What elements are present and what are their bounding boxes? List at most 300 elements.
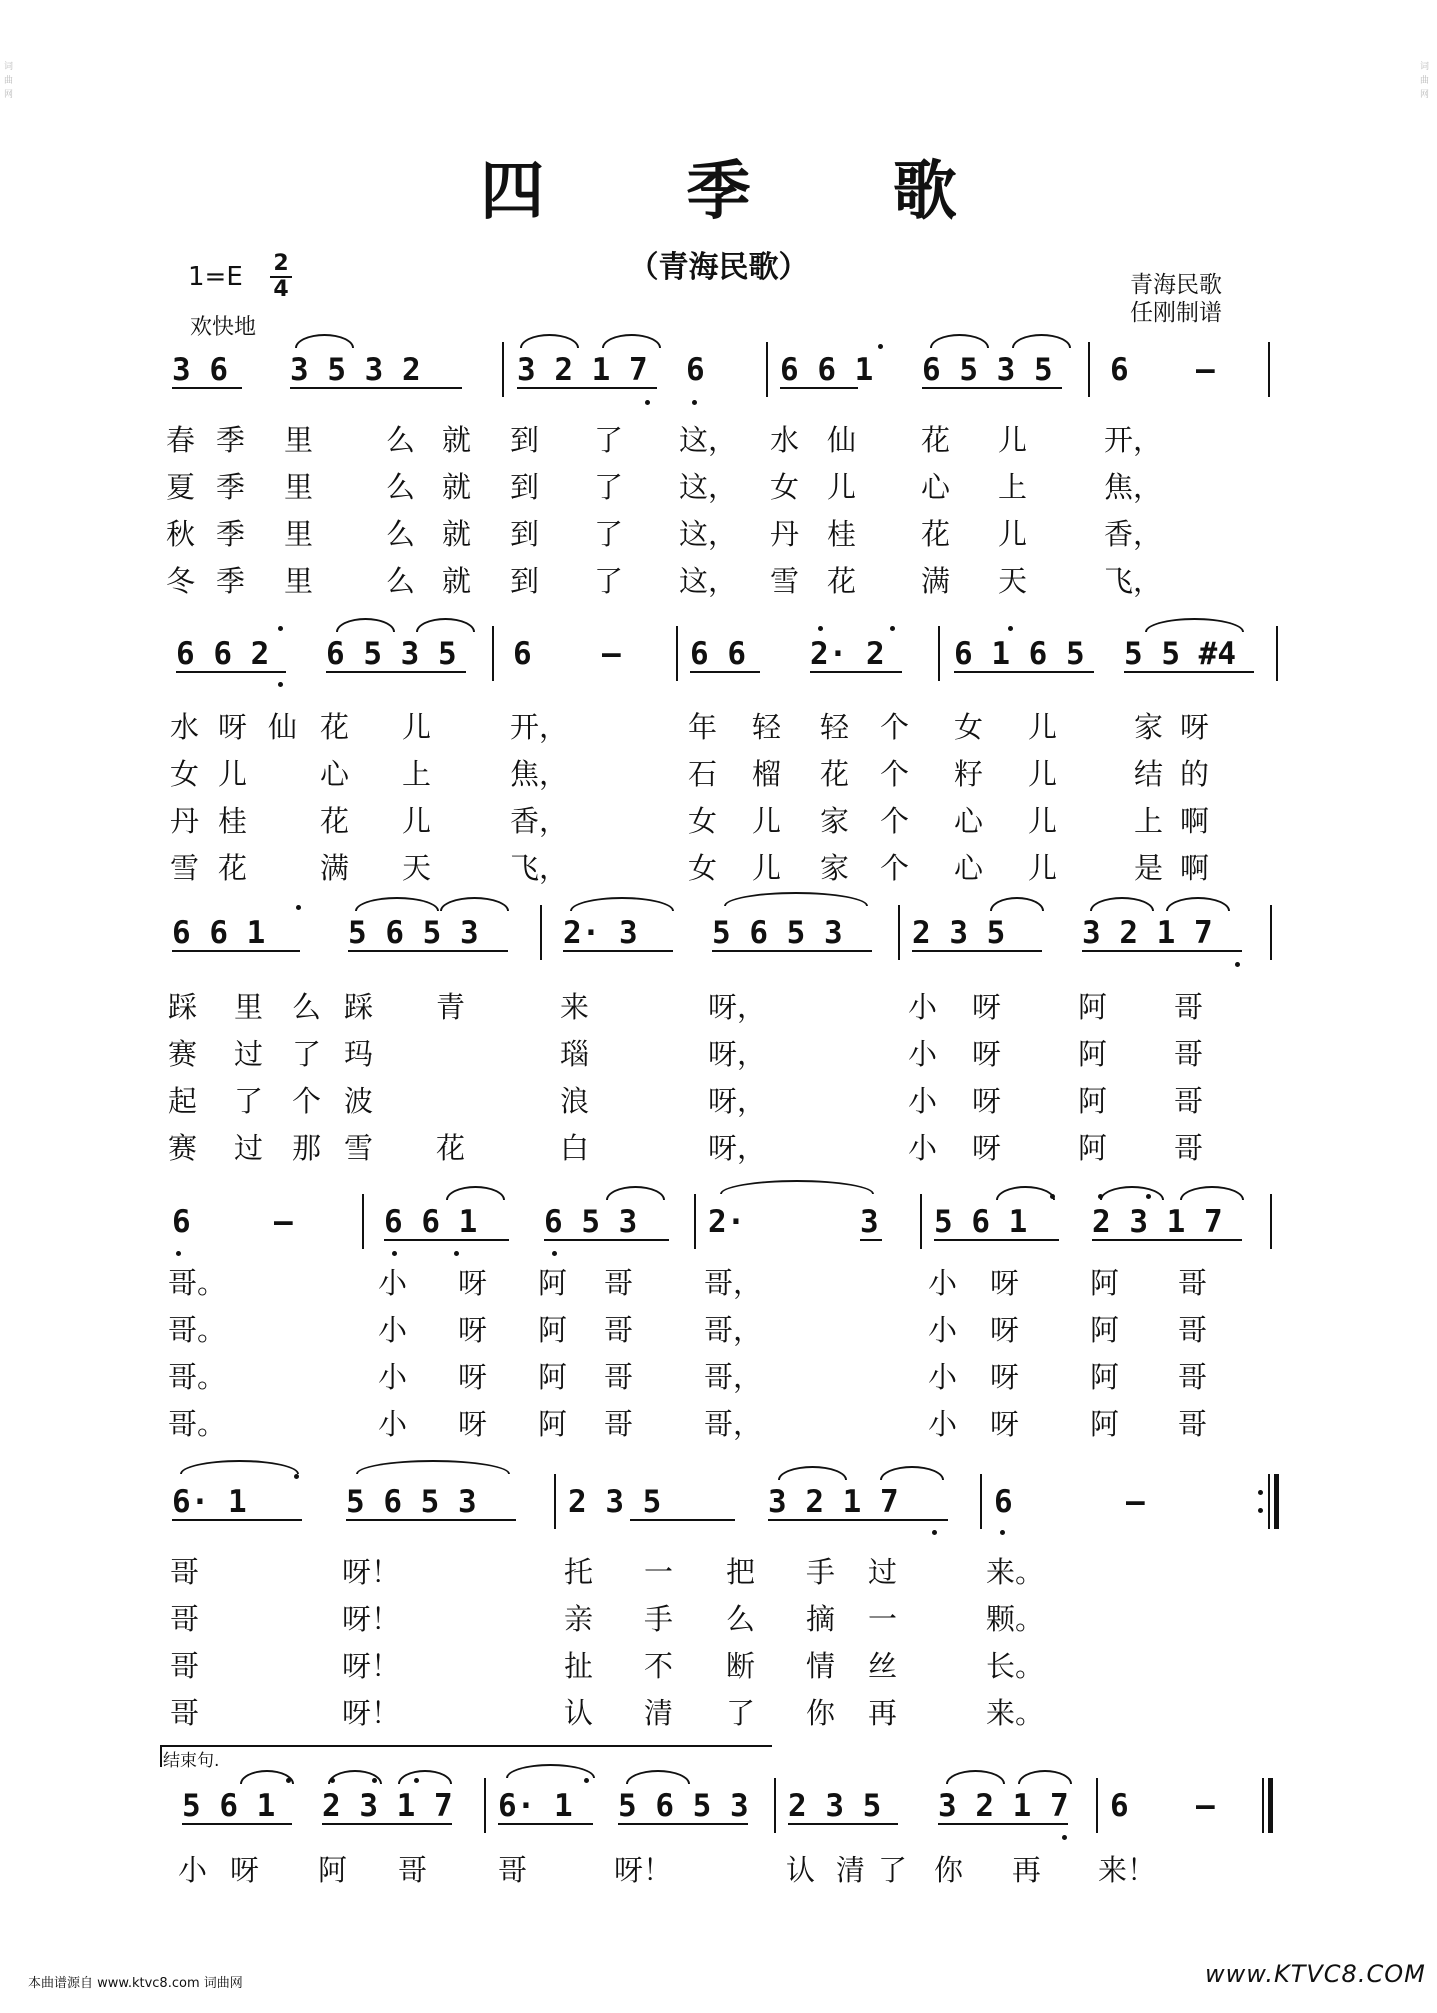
octave-dot [1098, 1194, 1103, 1199]
note-group: – [602, 636, 621, 672]
lyric-syllable: 心 [921, 470, 951, 504]
lyric-syllable: 哥， [704, 1313, 763, 1347]
lyric-syllable: 呀， [708, 1084, 767, 1118]
lyric-syllable: 开， [1104, 423, 1163, 457]
lyric-syllable: 儿 [1028, 757, 1058, 791]
lyric-syllable: 春 [166, 423, 196, 457]
slur [1012, 334, 1071, 348]
repeat-dot [1258, 1508, 1263, 1513]
slur [1166, 897, 1230, 911]
lyric-syllable: 么 [386, 564, 416, 598]
lyric-syllable: 儿 [827, 470, 857, 504]
octave-dot [1062, 1835, 1067, 1840]
slur [440, 897, 509, 911]
octave-dot [176, 1251, 181, 1256]
octave-dot [392, 1251, 397, 1256]
lyric-syllable: 儿 [998, 517, 1028, 551]
lyric-syllable: 阿 [538, 1407, 568, 1441]
note-group: 6 6 2 [176, 636, 270, 672]
lyric-syllable: 么 [292, 990, 322, 1024]
lyric-syllable: 呀 [1180, 710, 1210, 744]
note-group: 5 6 5 3 [712, 915, 843, 951]
lyric-syllable: 小 [378, 1313, 408, 1347]
lyric-syllable: 呀 [458, 1407, 488, 1441]
octave-dot [1235, 962, 1240, 967]
beam [176, 671, 286, 673]
lyric-syllable: 扯 [564, 1649, 594, 1683]
lyric-syllable: 花 [827, 564, 857, 598]
lyric-syllable: 家 [1134, 710, 1164, 744]
slur [446, 1186, 505, 1200]
lyric-syllable: 阿 [538, 1313, 568, 1347]
bar-line [492, 626, 494, 681]
lyric-syllable: 赛 [168, 1037, 198, 1071]
lyric-syllable: 就 [442, 517, 472, 551]
lyric-syllable: 花 [921, 517, 951, 551]
lyric-syllable: 断 [726, 1649, 756, 1683]
lyric-syllable: 哥 [170, 1649, 200, 1683]
lyric-syllable: 了 [594, 470, 624, 504]
lyric-syllable: 小 [928, 1407, 958, 1441]
lyric-syllable: 啊 [1180, 851, 1210, 885]
lyric-syllable: 季 [216, 423, 246, 457]
note-group: 6 5 3 5 [922, 352, 1053, 388]
lyric-syllable: 呀 [972, 990, 1002, 1024]
bar-line [484, 1778, 486, 1833]
slur [336, 618, 395, 632]
lyric-syllable: 了 [594, 517, 624, 551]
octave-dot [330, 1778, 335, 1783]
lyric-syllable: 踩 [344, 990, 374, 1024]
note-group: 2 3 1 7 [1092, 1204, 1223, 1240]
slur [990, 897, 1044, 911]
lyric-syllable: 认 [564, 1696, 594, 1730]
key-signature: 1=E [188, 262, 243, 292]
lyric-syllable: 手 [644, 1602, 674, 1636]
note-group: 3 6 [172, 352, 228, 388]
lyric-syllable: 个 [292, 1084, 322, 1118]
lyric-syllable: 么 [386, 517, 416, 551]
slur [416, 618, 475, 632]
octave-dot [1000, 1530, 1005, 1535]
lyric-syllable: 夏 [166, 470, 196, 504]
lyric-syllable: 心 [954, 851, 984, 885]
final-bar-line [1274, 1474, 1279, 1529]
lyric-syllable: 哥 [604, 1407, 634, 1441]
lyric-syllable: 阿 [1078, 1037, 1108, 1071]
beam [1124, 671, 1254, 673]
lyric-syllable: 哥 [604, 1266, 634, 1300]
lyric-syllable: 赛 [168, 1131, 198, 1165]
beam [810, 671, 902, 673]
lyric-syllable: 这， [679, 470, 738, 504]
octave-dot [372, 1778, 377, 1783]
beam [1082, 950, 1242, 952]
lyric-syllable: 女 [954, 710, 984, 744]
beam [517, 387, 657, 389]
lyric-syllable: 到 [510, 517, 540, 551]
footer-source: 本曲谱源自 www.ktvc8.com 词曲网 [28, 1976, 243, 1991]
lyric-syllable: 满 [921, 564, 951, 598]
lyric-syllable: 就 [442, 564, 472, 598]
lyric-syllable: 哥 [1178, 1407, 1208, 1441]
lyric-syllable: 哥 [1178, 1266, 1208, 1300]
slur [626, 1770, 690, 1784]
lyric-syllable: 季 [216, 470, 246, 504]
lyric-syllable: 哥 [1178, 1360, 1208, 1394]
lyric-syllable: 到 [510, 470, 540, 504]
lyric-syllable: 心 [320, 757, 350, 791]
lyric-syllable: 里 [284, 564, 314, 598]
note-group: 6 [1110, 352, 1129, 388]
octave-dot [286, 1778, 291, 1783]
lyric-syllable: 家 [820, 851, 850, 885]
slur [355, 897, 439, 911]
lyric-syllable: 到 [510, 564, 540, 598]
slur [720, 1180, 874, 1194]
lyric-syllable: 一 [644, 1555, 674, 1589]
beam [563, 950, 673, 952]
octave-dot [414, 1778, 419, 1783]
lyric-syllable: 个 [880, 710, 910, 744]
note-group: 3 2 1 7 [938, 1788, 1069, 1824]
time-signature [270, 252, 292, 302]
bar-line [362, 1194, 364, 1249]
lyric-syllable: 颗。 [986, 1602, 1045, 1636]
beam [348, 950, 508, 952]
tempo-marking: 欢快地 [190, 315, 257, 340]
lyric-syllable: 清 [836, 1853, 866, 1887]
beam [690, 671, 760, 673]
bar-line [898, 905, 900, 960]
note-group: 6 [513, 636, 532, 672]
lyric-syllable: 托 [564, 1555, 594, 1589]
lyric-syllable: 哥。 [168, 1407, 227, 1441]
beam [912, 950, 1042, 952]
note-group: 2 3 5 [568, 1484, 662, 1520]
lyric-syllable: 起 [168, 1084, 198, 1118]
octave-dot [278, 682, 283, 687]
lyric-syllable: 儿 [1028, 804, 1058, 838]
lyric-syllable: 阿 [538, 1360, 568, 1394]
lyric-syllable: 儿 [402, 804, 432, 838]
lyric-syllable: 情 [806, 1649, 836, 1683]
note-group: 6· 1 [172, 1484, 247, 1520]
lyric-syllable: 儿 [1028, 710, 1058, 744]
lyric-syllable: 你 [934, 1853, 964, 1887]
lyric-syllable: 来。 [986, 1555, 1045, 1589]
slur [1018, 1770, 1072, 1784]
lyric-syllable: 呀 [218, 710, 248, 744]
lyric-syllable: 玛 [344, 1037, 374, 1071]
bar-line [1096, 1778, 1098, 1833]
lyric-syllable: 花 [320, 710, 350, 744]
lyric-syllable: 这， [679, 423, 738, 457]
lyric-syllable: 个 [880, 804, 910, 838]
lyric-syllable: 哥 [1178, 1313, 1208, 1347]
lyric-syllable: 儿 [218, 757, 248, 791]
beam [934, 1239, 1059, 1241]
slur [880, 1466, 944, 1480]
lyric-syllable: 阿 [1078, 1131, 1108, 1165]
slur [398, 1770, 452, 1784]
lyric-syllable: 女 [170, 757, 200, 791]
lyric-syllable: 长。 [986, 1649, 1045, 1683]
footer-site-logo: www.KTVC8.COM [1205, 1960, 1426, 1988]
octave-dot [645, 400, 650, 405]
bar-line [1270, 905, 1272, 960]
lyric-syllable: 呀！ [342, 1649, 401, 1683]
lyric-syllable: 清 [644, 1696, 674, 1730]
slur [602, 334, 661, 348]
lyric-syllable: 浪 [560, 1084, 590, 1118]
lyric-syllable: 小 [378, 1360, 408, 1394]
lyric-syllable: 儿 [752, 804, 782, 838]
lyric-syllable: 阿 [1090, 1266, 1120, 1300]
lyric-syllable: 里 [284, 470, 314, 504]
lyric-syllable: 么 [386, 470, 416, 504]
ending-label: 结束句. [163, 1751, 220, 1771]
beam [954, 671, 1094, 673]
octave-dot [932, 1530, 937, 1535]
lyric-syllable: 年 [688, 710, 718, 744]
beam [922, 387, 1062, 389]
lyric-syllable: 家 [820, 804, 850, 838]
note-group: 2 3 5 [912, 915, 1006, 951]
lyric-syllable: 雪 [770, 564, 800, 598]
note-group: 2· 2 [810, 636, 885, 672]
lyric-syllable: 这， [679, 564, 738, 598]
lyric-syllable: 季 [216, 564, 246, 598]
lyric-syllable: 小 [178, 1853, 208, 1887]
lyric-syllable: 哥 [170, 1696, 200, 1730]
note-group: 6 6 1 [384, 1204, 478, 1240]
beam [172, 1519, 302, 1521]
octave-dot [692, 400, 697, 405]
lyric-syllable: 花 [820, 757, 850, 791]
octave-dot [818, 626, 823, 631]
lyric-syllable: 哥， [704, 1360, 763, 1394]
lyric-syllable: 女 [688, 851, 718, 885]
slur [996, 1186, 1055, 1200]
lyric-syllable: 花 [921, 423, 951, 457]
beam [1092, 1239, 1242, 1241]
bar-line [554, 1474, 556, 1529]
lyric-syllable: 满 [320, 851, 350, 885]
note-group: 6 [172, 1204, 191, 1240]
lyric-syllable: 桂 [218, 804, 248, 838]
slur [570, 897, 674, 911]
lyric-syllable: 里 [284, 517, 314, 551]
lyric-syllable: 呀 [230, 1853, 260, 1887]
lyric-syllable: 小 [928, 1313, 958, 1347]
lyric-syllable: 小 [908, 1131, 938, 1165]
lyric-syllable: 了 [292, 1037, 322, 1071]
lyric-syllable: 一 [868, 1602, 898, 1636]
bar-line [502, 342, 504, 397]
slur [180, 1460, 299, 1474]
beam [498, 1823, 593, 1825]
bar-line [694, 1194, 696, 1249]
slur [1145, 618, 1244, 632]
note-group: 2 3 5 [788, 1788, 882, 1824]
lyric-syllable: 你 [806, 1696, 836, 1730]
lyric-syllable: 过 [234, 1131, 264, 1165]
bar-line [980, 1474, 982, 1529]
lyric-syllable: 来。 [986, 1696, 1045, 1730]
slur [1100, 1186, 1164, 1200]
lyric-syllable: 阿 [318, 1853, 348, 1887]
slur [1090, 897, 1154, 911]
lyric-syllable: 上 [998, 470, 1028, 504]
lyric-syllable: 哥 [170, 1602, 200, 1636]
lyric-syllable: 哥 [1174, 990, 1204, 1024]
beam [326, 671, 466, 673]
note-group: 6 [686, 352, 705, 388]
octave-dot [294, 1474, 299, 1479]
lyric-syllable: 踩 [168, 990, 198, 1024]
ending-bracket [160, 1745, 772, 1767]
lyric-syllable: 籽 [954, 757, 984, 791]
lyric-syllable: 阿 [1078, 1084, 1108, 1118]
lyric-syllable: 到 [510, 423, 540, 457]
lyric-syllable: 呀 [972, 1131, 1002, 1165]
lyric-syllable: 花 [436, 1131, 466, 1165]
lyric-syllable: 焦， [1104, 470, 1163, 504]
beam [780, 387, 858, 389]
lyric-syllable: 波 [344, 1084, 374, 1118]
lyric-syllable: 了 [726, 1696, 756, 1730]
bar-line [1088, 342, 1090, 397]
bar-line [676, 626, 678, 681]
lyric-syllable: 轻 [820, 710, 850, 744]
bar-line [938, 626, 940, 681]
octave-dot [278, 626, 283, 631]
note-group: 6· 1 [498, 1788, 573, 1824]
lyric-syllable: 么 [726, 1602, 756, 1636]
lyric-syllable: 了 [594, 423, 624, 457]
slur [295, 334, 354, 348]
lyric-syllable: 女 [688, 804, 718, 838]
lyric-syllable: 过 [234, 1037, 264, 1071]
bar-line [774, 1778, 776, 1833]
beam [788, 1823, 898, 1825]
bar-line [1262, 1778, 1264, 1833]
lyric-syllable: 亲 [564, 1602, 594, 1636]
lyric-syllable: 小 [908, 990, 938, 1024]
lyric-syllable: 飞， [1104, 564, 1163, 598]
octave-dot [584, 1778, 589, 1783]
lyric-syllable: 再 [868, 1696, 898, 1730]
beam [544, 1239, 669, 1241]
lyric-syllable: 仙 [827, 423, 857, 457]
lyric-syllable: 呀， [708, 1037, 767, 1071]
note-group: 5 6 1 [934, 1204, 1028, 1240]
note-group: – [274, 1204, 293, 1240]
lyric-syllable: 呀！ [342, 1555, 401, 1589]
lyric-syllable: 哥 [498, 1853, 528, 1887]
lyric-syllable: 呀， [708, 990, 767, 1024]
note-group: – [1196, 352, 1215, 388]
bar-line [920, 1194, 922, 1249]
note-group: 3 2 1 7 [768, 1484, 899, 1520]
note-group: 5 6 1 [182, 1788, 276, 1824]
note-group: 6 6 1 [172, 915, 266, 951]
octave-dot [878, 344, 883, 349]
lyric-syllable: 呀 [458, 1360, 488, 1394]
lyric-syllable: 阿 [538, 1266, 568, 1300]
lyric-syllable: 是 [1134, 851, 1164, 885]
slur [724, 892, 868, 906]
lyric-syllable: 呀 [972, 1084, 1002, 1118]
lyric-syllable: 就 [442, 423, 472, 457]
beam [172, 387, 242, 389]
lyric-syllable: 呀！ [342, 1696, 401, 1730]
lyric-syllable: 把 [726, 1555, 756, 1589]
lyric-syllable: 香， [1104, 517, 1163, 551]
octave-dot [552, 1251, 557, 1256]
lyric-syllable: 青 [436, 990, 466, 1024]
lyric-syllable: 来！ [1098, 1853, 1157, 1887]
credit-origin: 青海民歌 [1130, 272, 1222, 298]
beam [712, 950, 872, 952]
note-group: 5 6 5 3 [346, 1484, 477, 1520]
side-watermark-right: 词曲网 [1420, 62, 1430, 100]
note-group: 6 5 3 5 [326, 636, 457, 672]
beam [182, 1823, 292, 1825]
lyric-syllable: 丝 [868, 1649, 898, 1683]
note-group: 3 2 1 7 [1082, 915, 1213, 951]
slur [356, 1460, 510, 1474]
lyric-syllable: 哥。 [168, 1266, 227, 1300]
lyric-syllable: 哥 [170, 1555, 200, 1589]
lyric-syllable: 心 [954, 804, 984, 838]
lyric-syllable: 结 [1134, 757, 1164, 791]
slur [1180, 1186, 1244, 1200]
lyric-syllable: 哥 [398, 1853, 428, 1887]
lyric-syllable: 哥。 [168, 1313, 227, 1347]
slur [606, 1186, 665, 1200]
beam [172, 950, 300, 952]
lyric-syllable: 呀 [990, 1266, 1020, 1300]
lyric-syllable: 呀！ [614, 1853, 673, 1887]
repeat-bar-line [1268, 1474, 1270, 1529]
lyric-syllable: 哥 [1174, 1131, 1204, 1165]
lyric-syllable: 雪 [170, 851, 200, 885]
lyric-syllable: 哥 [604, 1313, 634, 1347]
lyric-syllable: 丹 [770, 517, 800, 551]
lyric-syllable: 小 [928, 1360, 958, 1394]
octave-dot [454, 1251, 459, 1256]
lyric-syllable: 呀， [708, 1131, 767, 1165]
octave-dot [296, 905, 301, 910]
note-group: 6 5 3 [544, 1204, 638, 1240]
lyric-syllable: 水 [770, 423, 800, 457]
lyric-syllable: 小 [378, 1266, 408, 1300]
lyric-syllable: 石 [688, 757, 718, 791]
lyric-syllable: 不 [644, 1649, 674, 1683]
bar-line [766, 342, 768, 397]
slur [930, 334, 989, 348]
lyric-syllable: 白 [560, 1131, 590, 1165]
lyric-syllable: 呀 [972, 1037, 1002, 1071]
lyric-syllable: 啊 [1180, 804, 1210, 838]
note-group: 3 [860, 1204, 879, 1240]
lyric-syllable: 呀 [458, 1266, 488, 1300]
bar-line [1270, 1194, 1272, 1249]
octave-dot [1146, 1194, 1151, 1199]
lyric-syllable: 阿 [1078, 990, 1108, 1024]
